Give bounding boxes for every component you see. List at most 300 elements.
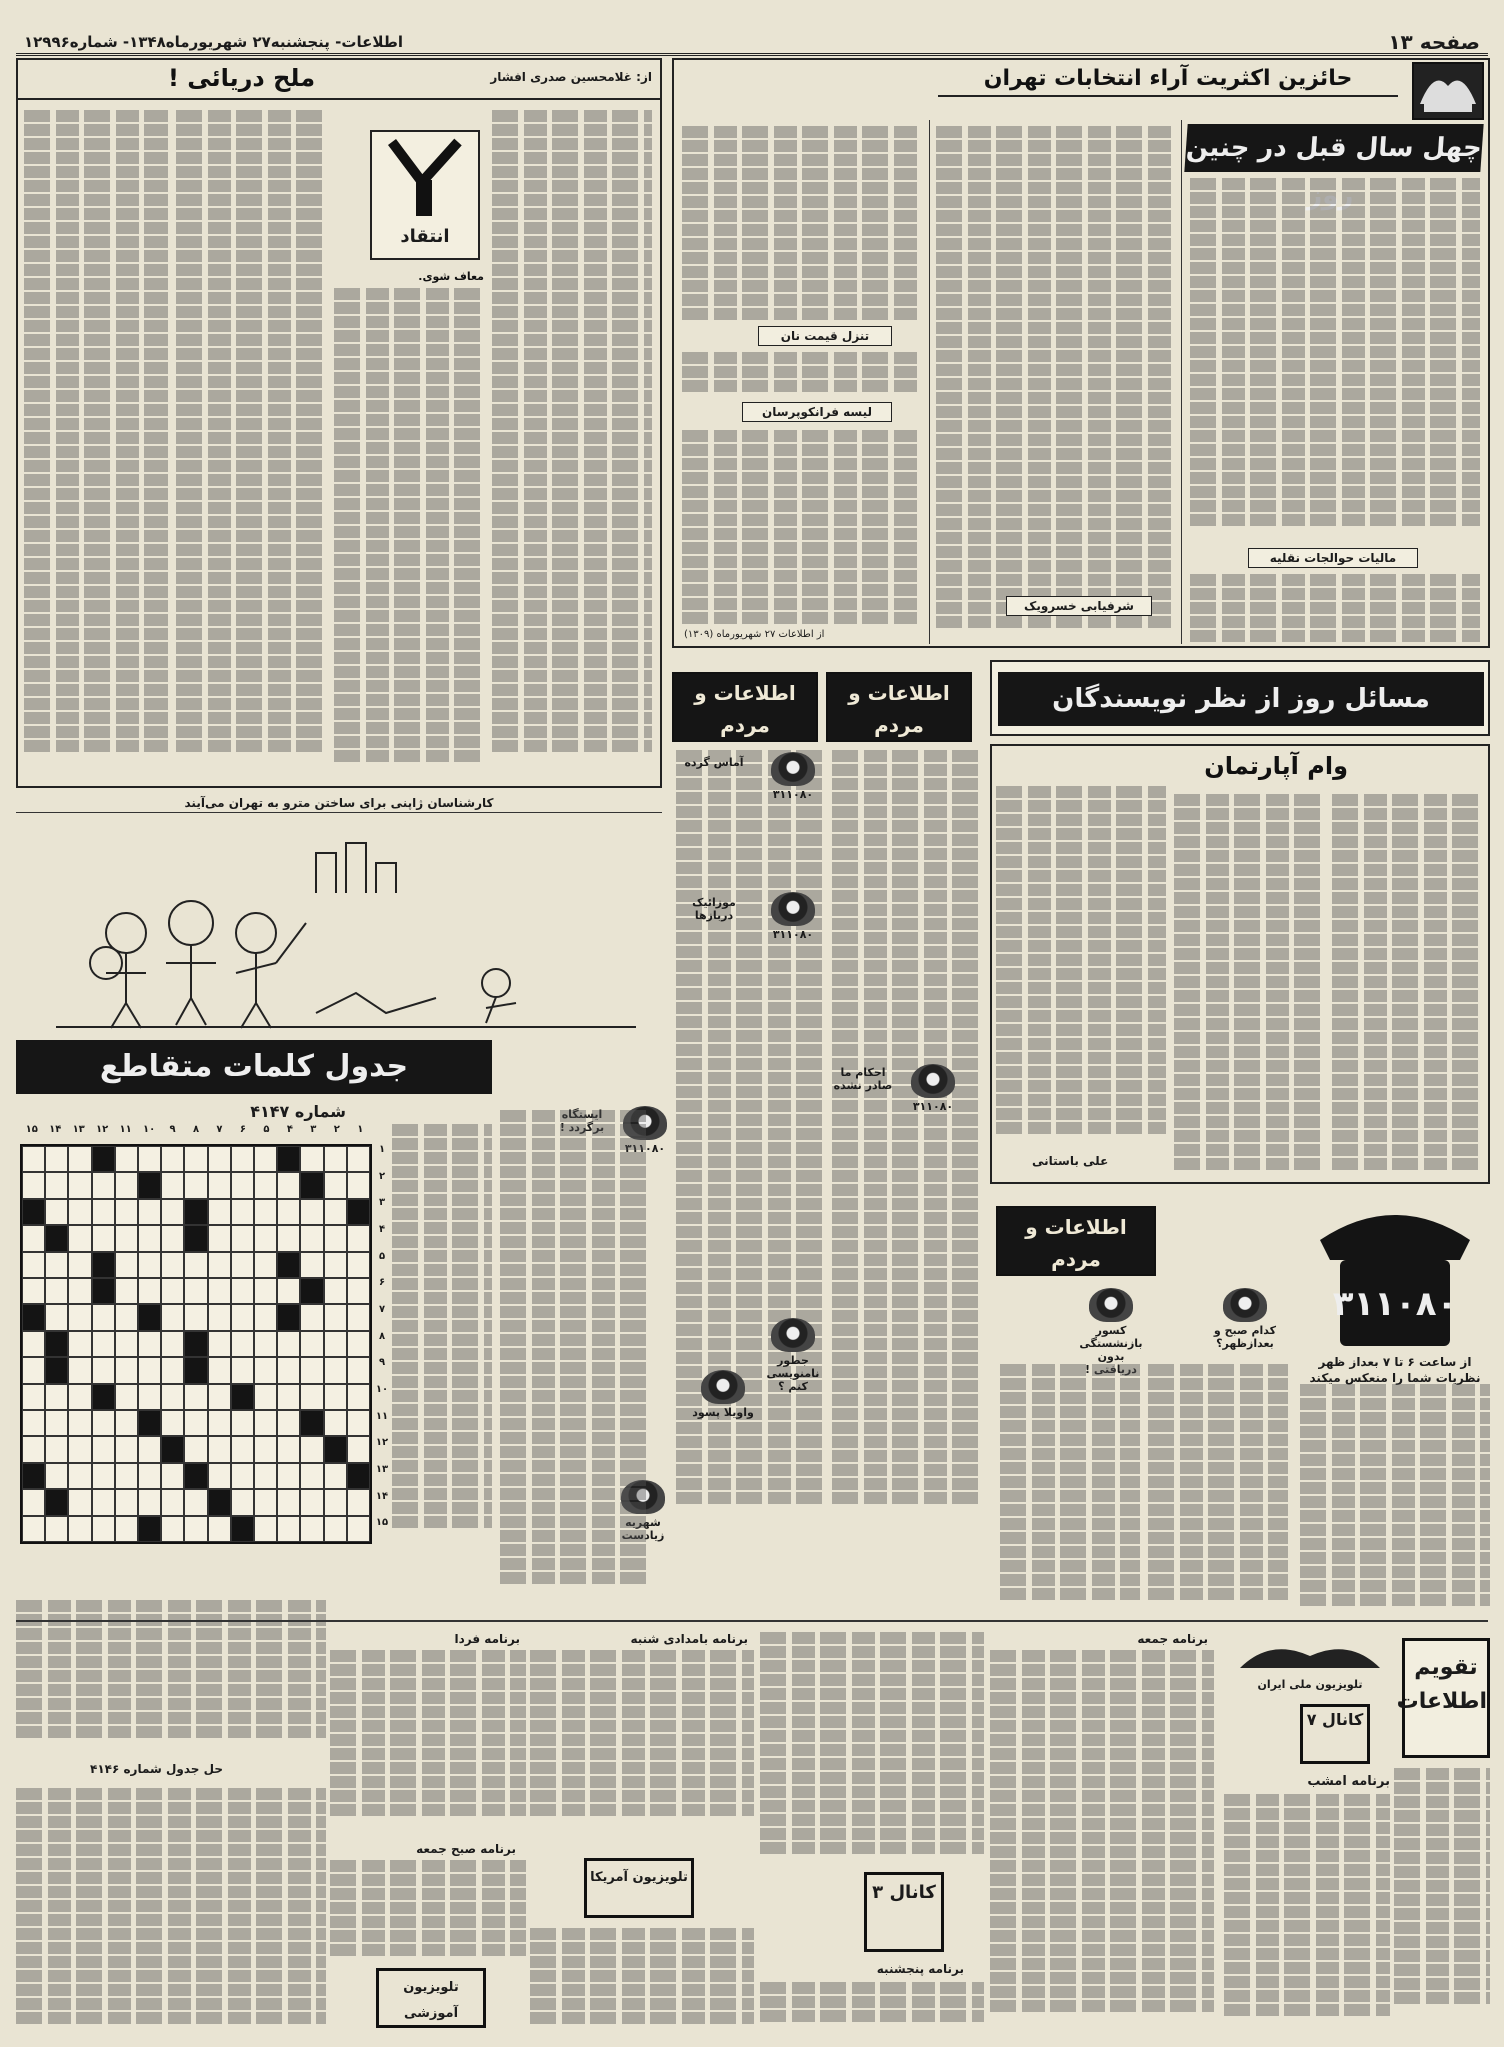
crossword-cell[interactable] bbox=[324, 1516, 347, 1542]
crossword-cell[interactable] bbox=[231, 1199, 254, 1225]
crossword-cell[interactable] bbox=[254, 1436, 277, 1462]
crossword-cell[interactable] bbox=[68, 1463, 91, 1489]
crossword-cell[interactable] bbox=[324, 1463, 347, 1489]
crossword-cell[interactable] bbox=[115, 1463, 138, 1489]
crossword-row-number: ۲ bbox=[378, 1170, 386, 1182]
crossword-cell[interactable] bbox=[161, 1304, 184, 1330]
crossword-cell[interactable] bbox=[161, 1410, 184, 1436]
crossword-cell[interactable] bbox=[138, 1436, 161, 1462]
crossword-cell[interactable] bbox=[68, 1304, 91, 1330]
tv-emblem-icon bbox=[1230, 1638, 1390, 1674]
saturday-title: برنامه بامدادی شنبه bbox=[630, 1632, 748, 1646]
crossword-cell[interactable] bbox=[161, 1199, 184, 1225]
crossword-cell[interactable] bbox=[300, 1463, 323, 1489]
crossword-cell[interactable] bbox=[324, 1172, 347, 1198]
crossword-row-number: ۱ bbox=[378, 1144, 386, 1155]
crossword-cell[interactable] bbox=[184, 1146, 207, 1172]
crossword-cell[interactable] bbox=[184, 1436, 207, 1462]
telephone-icon bbox=[771, 1318, 815, 1352]
forty-years-title: چهل سال قبل در چنین روز bbox=[1184, 124, 1483, 172]
crossword-cell[interactable] bbox=[45, 1516, 68, 1542]
people-logo-3: اطلاعات و مردم bbox=[996, 1206, 1156, 1276]
crossword-col-number: ۱۰ bbox=[142, 1124, 156, 1135]
crossword-cell[interactable] bbox=[208, 1146, 231, 1172]
crossword-cell[interactable] bbox=[138, 1225, 161, 1251]
crossword-cell[interactable] bbox=[277, 1146, 300, 1172]
crossword-row-number: ۷ bbox=[378, 1304, 386, 1316]
crossword-cell[interactable] bbox=[92, 1199, 115, 1225]
crossword-cell[interactable] bbox=[92, 1384, 115, 1410]
crossword-cell[interactable] bbox=[22, 1278, 45, 1304]
crossword-cell[interactable] bbox=[92, 1172, 115, 1198]
telephone-icon bbox=[1223, 1288, 1267, 1322]
crossword-cell[interactable] bbox=[22, 1357, 45, 1383]
friday-title: برنامه جمعه bbox=[1137, 1632, 1208, 1646]
crossword-cell[interactable] bbox=[161, 1489, 184, 1515]
crossword-cell[interactable] bbox=[92, 1331, 115, 1357]
crossword-row-numbers bbox=[374, 1144, 390, 1544]
crossword-cell[interactable] bbox=[277, 1436, 300, 1462]
crossword-cell[interactable] bbox=[184, 1331, 207, 1357]
crossword-cell[interactable] bbox=[300, 1489, 323, 1515]
readers-col-3 bbox=[996, 786, 1166, 1146]
crossword-cell[interactable] bbox=[45, 1331, 68, 1357]
crossword-cell[interactable] bbox=[184, 1384, 207, 1410]
crossword-cell[interactable] bbox=[138, 1331, 161, 1357]
crossword-cell[interactable] bbox=[231, 1436, 254, 1462]
crossword-cell[interactable] bbox=[324, 1225, 347, 1251]
crossword-cell[interactable] bbox=[68, 1357, 91, 1383]
crossword-cell[interactable] bbox=[115, 1331, 138, 1357]
crossword-cell[interactable] bbox=[300, 1357, 323, 1383]
tax-body bbox=[1190, 574, 1480, 644]
crossword-cell[interactable] bbox=[184, 1516, 207, 1542]
election-signature: از اطلاعات ۲۷ شهریورماه (۱۳۰۹) bbox=[684, 629, 825, 640]
crossword-solution-text bbox=[16, 1600, 326, 1760]
crossword-cell[interactable] bbox=[92, 1304, 115, 1330]
crossword-cell[interactable] bbox=[254, 1199, 277, 1225]
crossword-cell[interactable] bbox=[45, 1304, 68, 1330]
crossword-cell[interactable] bbox=[115, 1252, 138, 1278]
crossword-cell[interactable] bbox=[68, 1172, 91, 1198]
crossword-cell[interactable] bbox=[92, 1516, 115, 1542]
crossword-solution-title: حل جدول شماره ۴۱۴۶ bbox=[90, 1762, 223, 1776]
crossword-cell[interactable] bbox=[184, 1172, 207, 1198]
crossword-cell[interactable] bbox=[277, 1463, 300, 1489]
lycee-subhead: لیسه فرانکوپرسان bbox=[742, 402, 892, 422]
ettelaat-logo-icon bbox=[1412, 62, 1484, 120]
crossword-col-number: ۵ bbox=[263, 1124, 270, 1135]
people-item-4-title: ایستگاه برگردد ! bbox=[559, 1108, 605, 1134]
crossword-cell[interactable] bbox=[277, 1384, 300, 1410]
crossword-cell[interactable] bbox=[45, 1172, 68, 1198]
channel-3-badge: کانال ۳ bbox=[864, 1872, 944, 1952]
crossword-cell[interactable] bbox=[115, 1278, 138, 1304]
crossword-cell[interactable] bbox=[138, 1199, 161, 1225]
crossword-cell[interactable] bbox=[184, 1225, 207, 1251]
crossword-cell[interactable] bbox=[184, 1199, 207, 1225]
crossword-cell[interactable] bbox=[324, 1331, 347, 1357]
crossword-cell[interactable] bbox=[208, 1489, 231, 1515]
crossword-title: جدول کلمات متقاطع bbox=[16, 1040, 492, 1094]
crossword-cell[interactable] bbox=[138, 1172, 161, 1198]
telephone-icon bbox=[771, 892, 815, 926]
crossword-cell[interactable] bbox=[161, 1436, 184, 1462]
crossword-cell[interactable] bbox=[92, 1278, 115, 1304]
crossword-cell[interactable] bbox=[45, 1252, 68, 1278]
crossword-cell[interactable] bbox=[231, 1225, 254, 1251]
crossword-cell[interactable] bbox=[277, 1252, 300, 1278]
crossword-cell[interactable] bbox=[184, 1357, 207, 1383]
crossword-row-number: ۱۱ bbox=[375, 1410, 389, 1422]
crossword-cell[interactable] bbox=[231, 1516, 254, 1542]
crossword-cell[interactable] bbox=[324, 1146, 347, 1172]
crossword-cell[interactable] bbox=[138, 1146, 161, 1172]
crossword-cell[interactable] bbox=[115, 1304, 138, 1330]
tv-col-3-text bbox=[760, 1632, 984, 1862]
crossword-cell[interactable] bbox=[347, 1463, 370, 1489]
tv-col-5-mid bbox=[330, 1860, 526, 1960]
crossword-cell[interactable] bbox=[92, 1463, 115, 1489]
crossword-cell[interactable] bbox=[300, 1331, 323, 1357]
people-phone-1: ۳۱۱۰۸۰ bbox=[772, 788, 814, 801]
crossword-cell[interactable] bbox=[68, 1331, 91, 1357]
tonight-title: برنامه امشب bbox=[1307, 1774, 1390, 1789]
crossword-cell[interactable] bbox=[45, 1384, 68, 1410]
column-subhead: معاف شوی. bbox=[418, 270, 484, 283]
crossword-cell[interactable] bbox=[208, 1436, 231, 1462]
crossword-cell[interactable] bbox=[68, 1225, 91, 1251]
crossword-row-number: ۱۴ bbox=[375, 1490, 389, 1502]
crossword-col-number: ۷ bbox=[216, 1124, 223, 1135]
crossword-cell[interactable] bbox=[231, 1357, 254, 1383]
crossword-cell[interactable] bbox=[254, 1146, 277, 1172]
crossword-col-number: ۳ bbox=[310, 1124, 317, 1135]
crossword-cell[interactable] bbox=[208, 1304, 231, 1330]
people-item-9-title: شهریه زیادست bbox=[621, 1516, 665, 1542]
crossword-col-number: ۱۲ bbox=[96, 1124, 109, 1135]
crossword-cell[interactable] bbox=[347, 1489, 370, 1515]
crossword-cell[interactable] bbox=[68, 1516, 91, 1542]
crossword-cell[interactable] bbox=[138, 1384, 161, 1410]
people-logo-2: اطلاعات و مردم bbox=[826, 672, 972, 742]
people-item-7 bbox=[760, 1318, 826, 1393]
crossword-cell[interactable] bbox=[184, 1410, 207, 1436]
crossword-cell[interactable] bbox=[92, 1489, 115, 1515]
crossword-cell[interactable] bbox=[208, 1225, 231, 1251]
crossword-cell[interactable] bbox=[300, 1384, 323, 1410]
crossword-cell[interactable] bbox=[277, 1199, 300, 1225]
crossword-cell[interactable] bbox=[347, 1331, 370, 1357]
crossword-cell[interactable] bbox=[208, 1357, 231, 1383]
crossword-cell[interactable] bbox=[138, 1357, 161, 1383]
telephone-icon bbox=[771, 752, 815, 786]
crossword-cell[interactable] bbox=[324, 1199, 347, 1225]
crossword-cell[interactable] bbox=[300, 1278, 323, 1304]
crossword-cell[interactable] bbox=[184, 1304, 207, 1330]
crossword-cell[interactable] bbox=[138, 1489, 161, 1515]
crossword-cell[interactable] bbox=[22, 1463, 45, 1489]
crossword-cell[interactable] bbox=[22, 1410, 45, 1436]
crossword-cell[interactable] bbox=[115, 1436, 138, 1462]
crossword-cell[interactable] bbox=[231, 1252, 254, 1278]
crossword-cell[interactable] bbox=[138, 1463, 161, 1489]
crossword-cell[interactable] bbox=[68, 1384, 91, 1410]
crossword-cell[interactable] bbox=[254, 1463, 277, 1489]
crossword-cell[interactable] bbox=[45, 1436, 68, 1462]
crossword-cell[interactable] bbox=[208, 1278, 231, 1304]
readers-article bbox=[990, 744, 1490, 1184]
crossword-cell[interactable] bbox=[277, 1489, 300, 1515]
crossword-cell[interactable] bbox=[347, 1304, 370, 1330]
crossword-cell[interactable] bbox=[324, 1489, 347, 1515]
crossword-number: شماره ۴۱۴۷ bbox=[250, 1102, 346, 1121]
crossword-cell[interactable] bbox=[231, 1331, 254, 1357]
crossword-cell[interactable] bbox=[92, 1410, 115, 1436]
crossword-cell[interactable] bbox=[138, 1410, 161, 1436]
crossword-cell[interactable] bbox=[115, 1357, 138, 1383]
people-phone-2: ۳۱۱۰۸۰ bbox=[772, 928, 814, 941]
crossword-cell[interactable] bbox=[161, 1357, 184, 1383]
people-lower bbox=[996, 1284, 1292, 1614]
crossword-cell[interactable] bbox=[347, 1436, 370, 1462]
people-item-7-title: جطور نامنویسی کنم ؟ bbox=[766, 1354, 820, 1393]
crossword-cell[interactable] bbox=[254, 1278, 277, 1304]
crossword-cell[interactable] bbox=[161, 1225, 184, 1251]
crossword-cell[interactable] bbox=[22, 1172, 45, 1198]
crossword-cell[interactable] bbox=[231, 1278, 254, 1304]
crossword-cell[interactable] bbox=[324, 1252, 347, 1278]
crossword-cell[interactable] bbox=[22, 1304, 45, 1330]
column-col-3 bbox=[176, 110, 326, 774]
crossword-cell[interactable] bbox=[300, 1252, 323, 1278]
crossword-cell[interactable] bbox=[231, 1146, 254, 1172]
people-phone-4: ۳۱۱۰۸۰ bbox=[624, 1142, 666, 1155]
crossword-cell[interactable] bbox=[115, 1410, 138, 1436]
crossword-cell[interactable] bbox=[115, 1172, 138, 1198]
crossword-cell[interactable] bbox=[324, 1410, 347, 1436]
crossword-cell[interactable] bbox=[138, 1278, 161, 1304]
crossword-cell[interactable] bbox=[138, 1516, 161, 1542]
people-item-8-title: واویلا پسود bbox=[692, 1406, 754, 1419]
crossword-col-number: ۶ bbox=[239, 1124, 246, 1135]
crossword-cell[interactable] bbox=[45, 1357, 68, 1383]
crossword-cell[interactable] bbox=[254, 1304, 277, 1330]
crossword-cell[interactable] bbox=[254, 1225, 277, 1251]
channel-7-badge: کانال ۷ bbox=[1300, 1704, 1370, 1764]
crossword-cell[interactable] bbox=[277, 1172, 300, 1198]
crossword-cell[interactable] bbox=[161, 1384, 184, 1410]
people-item-2-title: موزائیک دربازها bbox=[692, 896, 736, 922]
crossword-cell[interactable] bbox=[347, 1225, 370, 1251]
crossword-cell[interactable] bbox=[208, 1384, 231, 1410]
crossword-cell[interactable] bbox=[347, 1357, 370, 1383]
crossword-cell[interactable] bbox=[161, 1172, 184, 1198]
crossword-cell[interactable] bbox=[254, 1252, 277, 1278]
crossword-cell[interactable] bbox=[161, 1252, 184, 1278]
crossword-cell[interactable] bbox=[254, 1384, 277, 1410]
crossword-cell[interactable] bbox=[277, 1304, 300, 1330]
crossword-cell[interactable] bbox=[324, 1304, 347, 1330]
crossword-cell[interactable] bbox=[22, 1331, 45, 1357]
crossword-cell[interactable] bbox=[254, 1410, 277, 1436]
crossword-col-number: ۱۵ bbox=[25, 1124, 38, 1135]
crossword-cell[interactable] bbox=[45, 1278, 68, 1304]
crossword-cell[interactable] bbox=[324, 1384, 347, 1410]
crossword-cell[interactable] bbox=[92, 1146, 115, 1172]
crossword-cell[interactable] bbox=[115, 1516, 138, 1542]
bread-price-body bbox=[682, 352, 922, 398]
crossword-cell[interactable] bbox=[277, 1410, 300, 1436]
crossword-cell[interactable] bbox=[231, 1172, 254, 1198]
crossword-cell[interactable] bbox=[300, 1199, 323, 1225]
people-item-6-title: کسور بازنشستگی بدون دریافتی ! bbox=[1079, 1324, 1143, 1376]
tomorrow-title: برنامه فردا bbox=[454, 1632, 520, 1646]
crossword-cell[interactable] bbox=[68, 1252, 91, 1278]
tv-col-2 bbox=[990, 1628, 1214, 2038]
crossword-row-number: ۱۳ bbox=[375, 1464, 389, 1476]
big-phone-caption: از ساعت ۶ تا ۷ بعداز ظهر نظریات شما را منعکس میکند bbox=[1309, 1355, 1481, 1385]
crossword-cell[interactable] bbox=[347, 1410, 370, 1436]
crossword-cell[interactable] bbox=[208, 1172, 231, 1198]
crossword-cell[interactable] bbox=[45, 1225, 68, 1251]
critique-logo bbox=[370, 130, 480, 260]
crossword-cell[interactable] bbox=[184, 1463, 207, 1489]
crossword-cell[interactable] bbox=[22, 1146, 45, 1172]
crossword-cell[interactable] bbox=[347, 1384, 370, 1410]
crossword-cell[interactable] bbox=[277, 1278, 300, 1304]
crossword-cell[interactable] bbox=[115, 1146, 138, 1172]
crossword-cell[interactable] bbox=[22, 1384, 45, 1410]
crossword-cell[interactable] bbox=[347, 1252, 370, 1278]
crossword-cell[interactable] bbox=[22, 1225, 45, 1251]
crossword-cell[interactable] bbox=[300, 1304, 323, 1330]
crossword-cell[interactable] bbox=[347, 1172, 370, 1198]
crossword bbox=[16, 1040, 496, 1600]
crossword-cell[interactable] bbox=[324, 1436, 347, 1462]
column-title: ملح دریائی ! bbox=[168, 64, 316, 92]
crossword-cell[interactable] bbox=[68, 1410, 91, 1436]
crossword-cell[interactable] bbox=[208, 1199, 231, 1225]
crossword-cell[interactable] bbox=[347, 1516, 370, 1542]
crossword-cell[interactable] bbox=[300, 1146, 323, 1172]
crossword-cell[interactable] bbox=[138, 1252, 161, 1278]
crossword-row-number: ۴ bbox=[378, 1224, 386, 1236]
crossword-cell[interactable] bbox=[324, 1278, 347, 1304]
crossword-cell[interactable] bbox=[254, 1331, 277, 1357]
cartoon-caption: کارشناسان ژاپنی برای ساختن مترو به تهران می‌آیند bbox=[16, 796, 662, 813]
readers-col-2 bbox=[1174, 794, 1324, 1178]
tv-col-4-bottom bbox=[530, 1928, 754, 2032]
crossword-cell[interactable] bbox=[277, 1225, 300, 1251]
crossword-cell[interactable] bbox=[115, 1225, 138, 1251]
crossword-cell[interactable] bbox=[277, 1357, 300, 1383]
crossword-cell[interactable] bbox=[347, 1278, 370, 1304]
crossword-cell[interactable] bbox=[184, 1252, 207, 1278]
forty-years-body bbox=[1190, 178, 1480, 538]
crossword-cell[interactable] bbox=[45, 1489, 68, 1515]
crossword-cell[interactable] bbox=[92, 1252, 115, 1278]
bread-price-subhead: تنزل قیمت نان bbox=[758, 326, 892, 346]
crossword-cell[interactable] bbox=[208, 1252, 231, 1278]
crossword-cell[interactable] bbox=[115, 1199, 138, 1225]
crossword-cell[interactable] bbox=[161, 1516, 184, 1542]
readers-author: علی باستانی bbox=[1032, 1154, 1109, 1168]
crossword-cell[interactable] bbox=[231, 1384, 254, 1410]
crossword-cell[interactable] bbox=[22, 1489, 45, 1515]
crossword-cell[interactable] bbox=[68, 1199, 91, 1225]
crossword-cell[interactable] bbox=[45, 1199, 68, 1225]
crossword-cell[interactable] bbox=[300, 1436, 323, 1462]
crossword-cell[interactable] bbox=[161, 1146, 184, 1172]
crossword-cell[interactable] bbox=[208, 1331, 231, 1357]
crossword-cell[interactable] bbox=[254, 1172, 277, 1198]
crossword-cell[interactable] bbox=[208, 1516, 231, 1542]
crossword-cell[interactable] bbox=[277, 1516, 300, 1542]
crossword-cell[interactable] bbox=[300, 1516, 323, 1542]
crossword-cell[interactable] bbox=[300, 1410, 323, 1436]
crossword-cell[interactable] bbox=[115, 1489, 138, 1515]
people-item-8 bbox=[690, 1370, 756, 1419]
crossword-cell[interactable] bbox=[115, 1384, 138, 1410]
crossword-cell[interactable] bbox=[231, 1304, 254, 1330]
crossword-cell[interactable] bbox=[92, 1357, 115, 1383]
crossword-cell[interactable] bbox=[277, 1331, 300, 1357]
crossword-cell[interactable] bbox=[254, 1489, 277, 1515]
crossword-cell[interactable] bbox=[138, 1304, 161, 1330]
crossword-cell[interactable] bbox=[300, 1172, 323, 1198]
crossword-cell[interactable] bbox=[68, 1146, 91, 1172]
cartoon-drawing-icon bbox=[16, 813, 662, 1033]
crossword-cell[interactable] bbox=[92, 1436, 115, 1462]
crossword-cell[interactable] bbox=[208, 1463, 231, 1489]
crossword-cell[interactable] bbox=[324, 1357, 347, 1383]
crossword-col-number: ۱ bbox=[357, 1124, 364, 1135]
crossword-cell[interactable] bbox=[231, 1410, 254, 1436]
crossword-cell[interactable] bbox=[231, 1463, 254, 1489]
crossword-cell[interactable] bbox=[161, 1331, 184, 1357]
crossword-cell[interactable] bbox=[92, 1225, 115, 1251]
election-col-middle bbox=[936, 126, 1172, 646]
crossword-cell[interactable] bbox=[22, 1199, 45, 1225]
crossword-cell[interactable] bbox=[22, 1252, 45, 1278]
crossword-cell[interactable] bbox=[45, 1410, 68, 1436]
crossword-cell[interactable] bbox=[161, 1463, 184, 1489]
crossword-cell[interactable] bbox=[347, 1199, 370, 1225]
tv-iran-logo bbox=[1230, 1638, 1390, 1698]
people-item-3-title: احکام ما صادر نشده bbox=[833, 1066, 893, 1092]
crossword-cell[interactable] bbox=[22, 1436, 45, 1462]
crossword-cell[interactable] bbox=[22, 1516, 45, 1542]
crossword-cell[interactable] bbox=[347, 1146, 370, 1172]
crossword-cell[interactable] bbox=[68, 1436, 91, 1462]
crossword-cell[interactable] bbox=[68, 1278, 91, 1304]
crossword-cell[interactable] bbox=[45, 1146, 68, 1172]
crossword-cell[interactable] bbox=[231, 1489, 254, 1515]
readers-banner-title: مسائل روز از نظر نویسندگان bbox=[998, 672, 1484, 726]
crossword-cell[interactable] bbox=[254, 1357, 277, 1383]
crossword-cell[interactable] bbox=[184, 1278, 207, 1304]
crossword-cell[interactable] bbox=[68, 1489, 91, 1515]
crossword-cell[interactable] bbox=[254, 1516, 277, 1542]
crossword-cell[interactable] bbox=[161, 1278, 184, 1304]
crossword-grid[interactable] bbox=[20, 1144, 372, 1544]
crossword-cell[interactable] bbox=[300, 1225, 323, 1251]
crossword-cell[interactable] bbox=[45, 1463, 68, 1489]
crossword-cell[interactable] bbox=[184, 1489, 207, 1515]
crossword-cell[interactable] bbox=[208, 1410, 231, 1436]
calendar-section bbox=[1220, 1628, 1490, 2038]
